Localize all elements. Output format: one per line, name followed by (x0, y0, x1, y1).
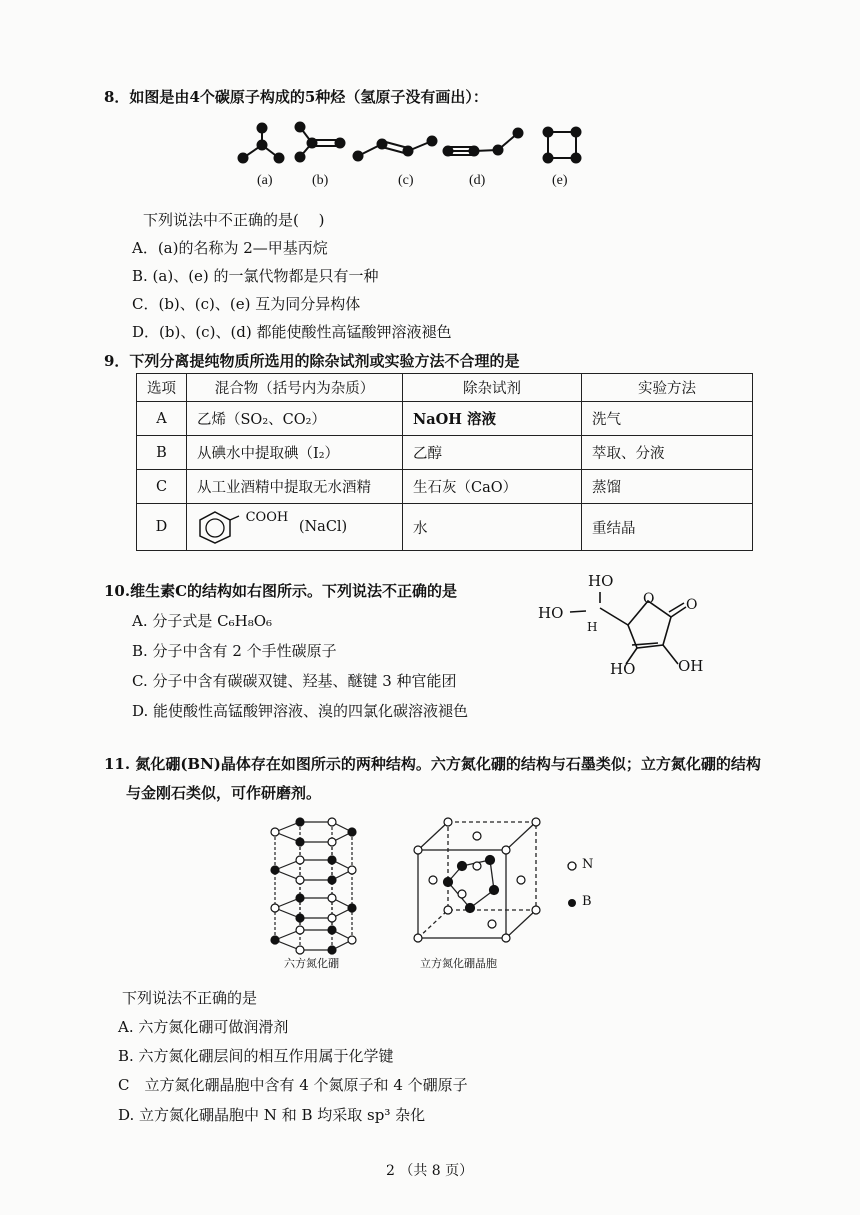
header-reagent: 除杂试剂 (403, 374, 582, 402)
row-method: 萃取、分液 (582, 436, 753, 470)
header-mixture: 混合物（括号内为杂质） (187, 374, 403, 402)
label-b: (b) (312, 173, 329, 188)
q8-stem: 8．如图是由4个碳原子构成的5种烃（氢原子没有画出）： (104, 88, 488, 106)
q10-option-b: B. 分子中含有 2 个手性碳原子 (132, 642, 337, 660)
q11-option-d: D. 立方氮化硼晶胞中 N 和 B 均采取 sp³ 杂化 (118, 1106, 426, 1124)
vitc-ho-top: HO (588, 572, 614, 590)
row-reagent: NaOH 溶液 (403, 402, 582, 436)
vitc-ho-left: HO (538, 604, 564, 622)
q8-option-a: A．(a)的名称为 2—甲基丙烷 (132, 239, 328, 257)
legend-n-label: N (582, 857, 594, 872)
q8-option-d: D．(b)、(c)、(d) 都能使酸性高锰酸钾溶液褪色 (132, 323, 452, 341)
q11-prompt: 下列说法不正确的是 (122, 989, 258, 1007)
q8-prompt: 下列说法中不正确的是( ) (143, 211, 325, 229)
q11-stem-line1: 11. 氮化硼(BN)晶体存在如图所示的两种结构。六方氮化硼的结构与石墨类似；立方氮化硼的结构 (104, 755, 761, 773)
q8-option-c: C．(b)、(c)、(e) 互为同分异构体 (132, 295, 361, 313)
row-method: 重结晶 (582, 504, 753, 551)
row-method: 洗气 (582, 402, 753, 436)
q10-option-c: C. 分子中含有碳碳双键、羟基、醚键 3 种官能团 (132, 672, 457, 690)
q11-stem-line2: 与金刚石类似，可作研磨剂。 (126, 784, 322, 802)
row-mixture: 乙烯（SO₂、CO₂） (187, 402, 403, 436)
carboxyl-group: COOH (245, 510, 289, 525)
vitc-oh-bottom: OH (678, 657, 704, 675)
label-d: (d) (469, 173, 486, 188)
vitc-ho-bottom: HO (610, 660, 636, 678)
label-e: (e) (552, 173, 568, 188)
q11-option-c: C 立方氮化硼晶胞中含有 4 个氮原子和 4 个硼原子 (118, 1076, 468, 1094)
q8-option-b: B. (a)、(e) 的一氯代物都是只有一种 (132, 267, 379, 285)
row-mixture: 从碘水中提取碘（I₂） (187, 436, 403, 470)
q9-stem: 9．下列分离提纯物质所选用的除杂试剂或实验方法不合理的是 (104, 352, 520, 370)
page-footer: 2 （共 8 页） (386, 1163, 474, 1179)
vitc-o-ring: O (643, 591, 655, 607)
q11-option-b: B. 六方氮化硼层间的相互作用属于化学键 (118, 1047, 394, 1065)
row-option: A (137, 402, 187, 436)
row-option: B (137, 436, 187, 470)
row-method: 蒸馏 (582, 470, 753, 504)
q11-option-a: A. 六方氮化硼可做润滑剂 (118, 1018, 289, 1036)
row-option: D (137, 504, 187, 551)
header-option: 选项 (137, 374, 187, 402)
caption-hexagonal: 六方氮化硼 (284, 957, 339, 970)
row-reagent: 生石灰（CaO） (403, 470, 582, 504)
caption-cubic: 立方氮化硼晶胞 (420, 957, 497, 970)
impurity-nacl: (NaCl) (298, 519, 348, 535)
vitc-o-carbonyl: O (686, 597, 698, 613)
row-option: C (137, 470, 187, 504)
q10-stem: 10.维生素C的结构如右图所示。下列说法不正确的是 (104, 582, 458, 600)
legend-b-marker (568, 899, 576, 907)
legend-n-marker (568, 862, 576, 870)
label-a: (a) (257, 173, 273, 188)
q10-option-a: A. 分子式是 C₆H₈O₆ (132, 612, 273, 630)
q10-option-d: D. 能使酸性高锰酸钾溶液、溴的四氯化碳溶液褪色 (132, 702, 469, 720)
row-reagent: 水 (403, 504, 582, 551)
header-method: 实验方法 (582, 374, 753, 402)
row-mixture: 从工业酒精中提取无水酒精 (187, 470, 403, 504)
row-reagent: 乙醇 (403, 436, 582, 470)
vitc-h: H (587, 620, 598, 634)
label-c: (c) (398, 173, 414, 188)
legend-b-label: B (582, 894, 592, 909)
